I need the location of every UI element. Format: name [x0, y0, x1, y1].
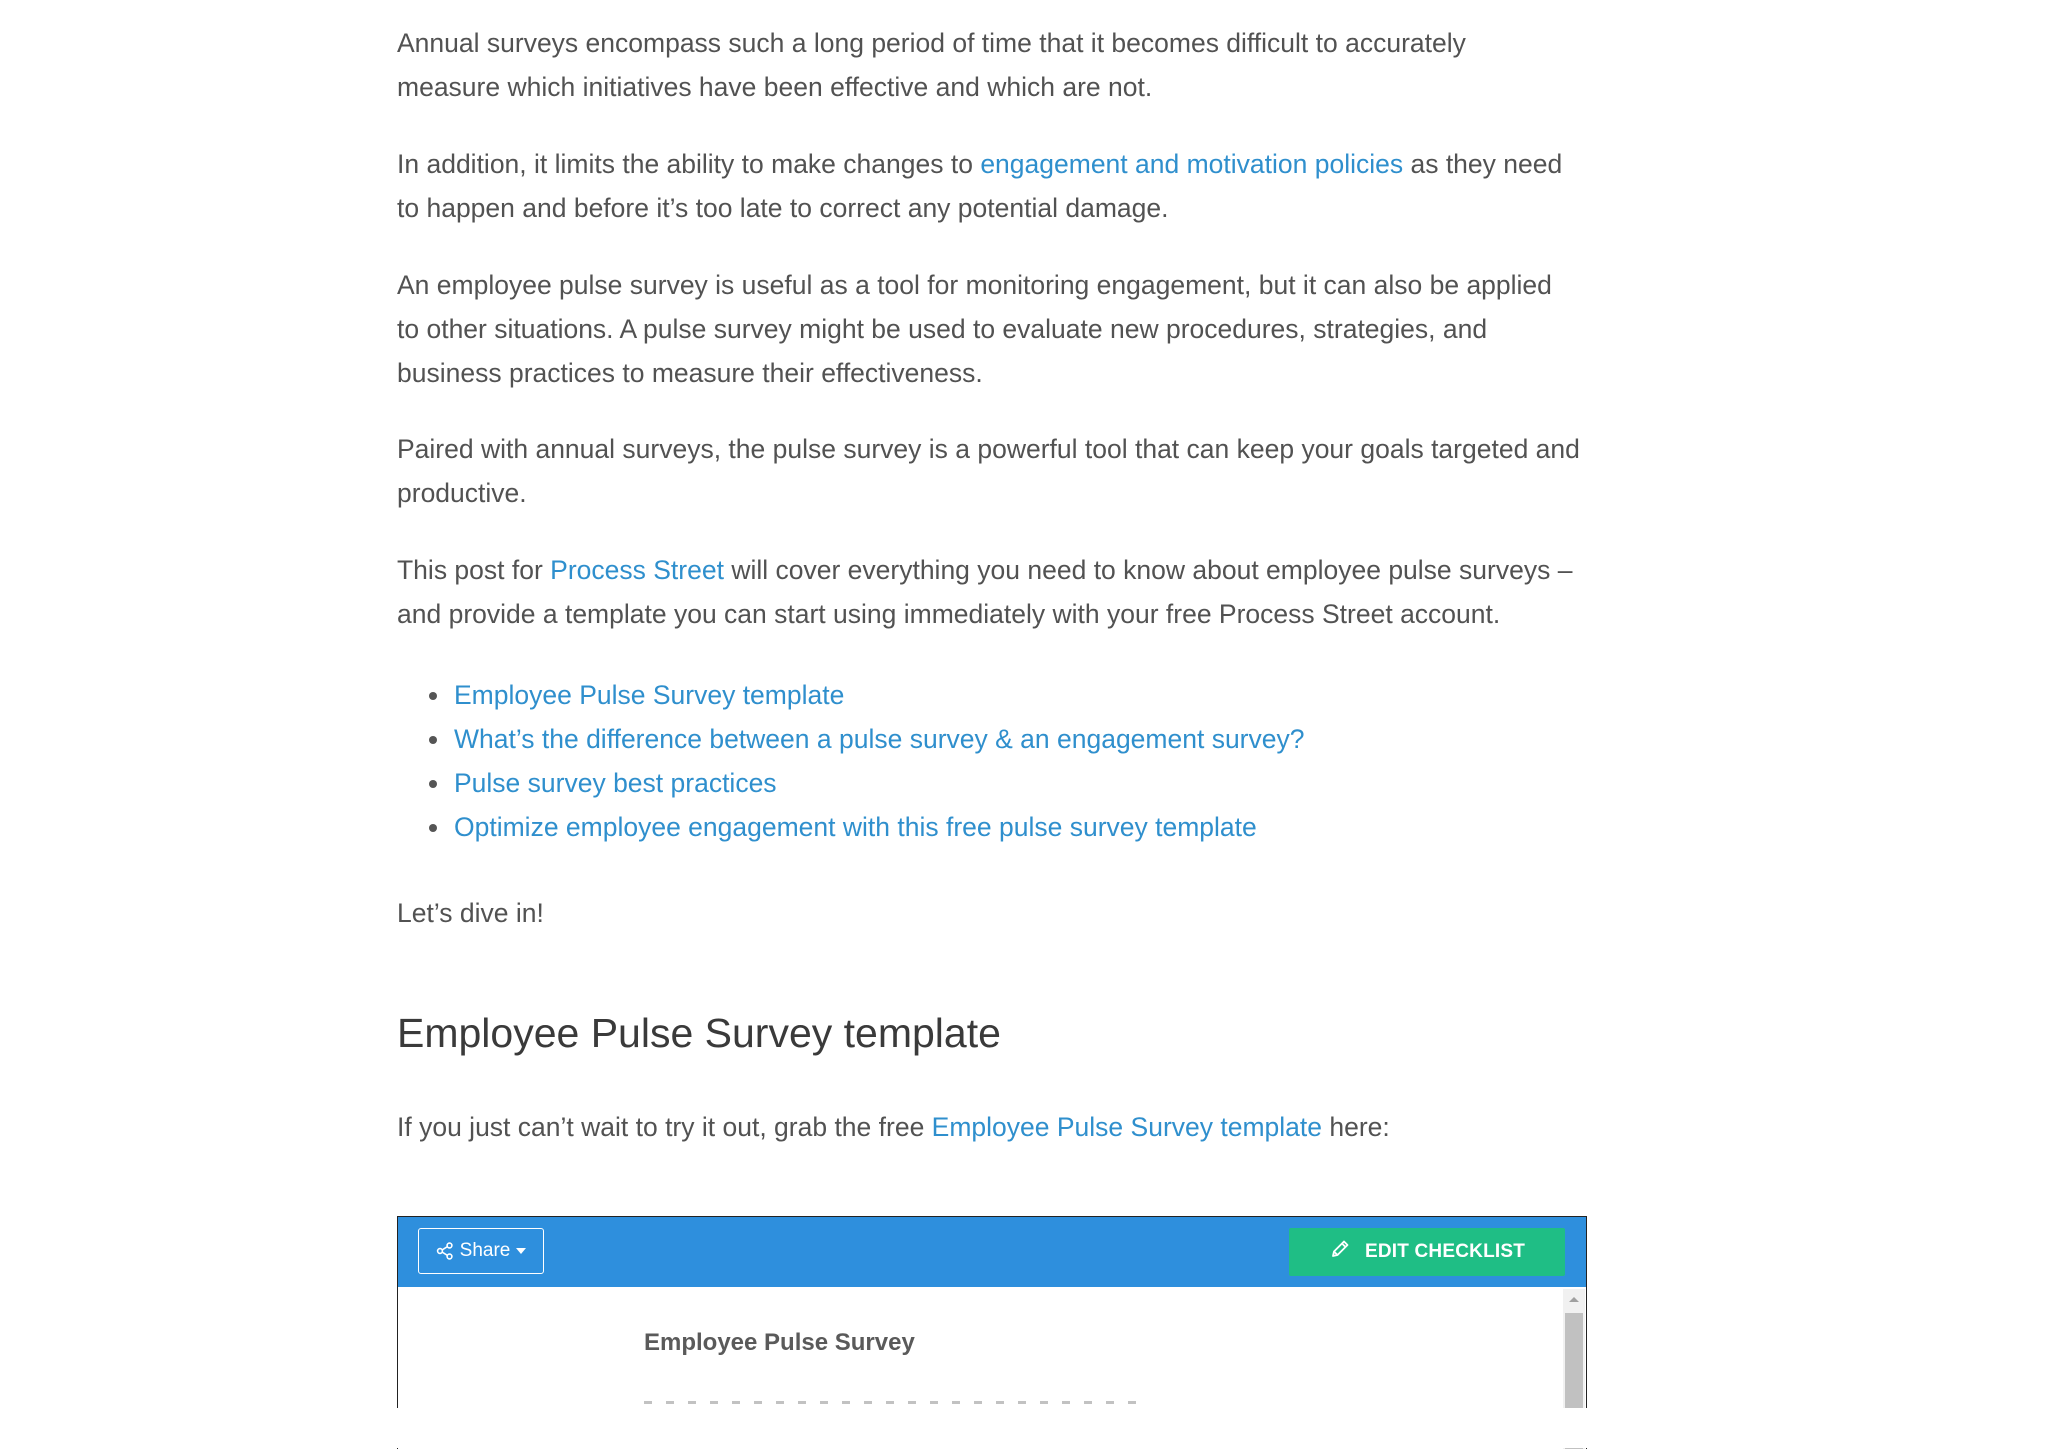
process-street-link[interactable]: Process Street	[550, 555, 724, 585]
bullet-dot	[429, 692, 437, 700]
embed-toolbar	[398, 1217, 1586, 1287]
paragraph-annual-surveys: Annual surveys encompass such a long period of time that it becomes difficult to accurately measure which initiatives have been effective and which are not.	[397, 28, 1466, 102]
paragraph-pulse-tool: An employee pulse survey is useful as a tool for monitoring engagement, but it can also be applied to other situations. A pulse survey might be used to evaluate new procedures, strategies, and business practices to measure their effectiveness.	[397, 270, 1552, 388]
paragraph-post-intro-text-end: will cover everything you need to know about employee pulse surveys – and provide a template you can start using immediately with your free Process Street account.	[397, 555, 1573, 629]
toc-link-template[interactable]: Employee Pulse Survey template	[454, 680, 845, 710]
edit-checklist-label: EDIT CHECKLIST	[1364, 1241, 1526, 1262]
paragraph-grab-text-start: If you just can’t wait to try it out, grab the free	[397, 1112, 932, 1142]
paragraph-grab-text-end: here:	[1322, 1112, 1390, 1142]
toc-item	[454, 673, 1304, 717]
share-icon	[436, 1242, 454, 1260]
paragraph-post-intro	[397, 548, 1587, 636]
engagement-policies-link[interactable]: engagement and motivation policies	[980, 149, 1404, 179]
pencil-icon	[1329, 1238, 1351, 1266]
paragraph-dive-in: Let’s dive in!	[397, 898, 544, 928]
paragraph-limits-text-start: In addition, it limits the ability to make changes to	[397, 149, 981, 179]
paragraph-grab-template	[397, 1105, 1587, 1149]
toc-link-optimize[interactable]: Optimize employee engagement with this free pulse survey template	[454, 812, 1257, 842]
template-link[interactable]: Employee Pulse Survey template	[931, 1112, 1323, 1142]
bullet-dot	[429, 780, 437, 788]
scroll-up-arrow-icon[interactable]	[1569, 1297, 1579, 1302]
section-heading: Employee Pulse Survey template	[397, 1010, 1001, 1056]
table-of-contents	[397, 673, 1304, 849]
paragraph-limits-text-end: as they need to happen and before it’s too late to correct any potential damage.	[397, 149, 1563, 223]
toc-item	[454, 805, 1304, 849]
page-bottom-edge	[0, 1408, 2048, 1448]
caret-down-icon	[516, 1248, 526, 1254]
paragraph-paired: Paired with annual surveys, the pulse survey is a powerful tool that can keep your goals targeted and productive.	[397, 434, 1580, 508]
edit-checklist-button[interactable]	[1289, 1228, 1565, 1276]
toc-item	[454, 717, 1304, 761]
bullet-dot	[429, 824, 437, 832]
checklist-description-cut	[644, 1401, 1144, 1404]
bullet-dot	[429, 736, 437, 744]
paragraph-post-intro-text-start: This post for	[397, 555, 551, 585]
checklist-title: Employee Pulse Survey	[644, 1329, 915, 1356]
share-button[interactable]	[418, 1228, 544, 1274]
toc-item	[454, 761, 1304, 805]
paragraph-limits	[397, 142, 1587, 230]
toc-link-difference[interactable]: What’s the difference between a pulse survey & an engagement survey?	[454, 724, 1305, 754]
toc-link-best-practices[interactable]: Pulse survey best practices	[454, 768, 777, 798]
share-label: Share	[459, 1240, 511, 1261]
